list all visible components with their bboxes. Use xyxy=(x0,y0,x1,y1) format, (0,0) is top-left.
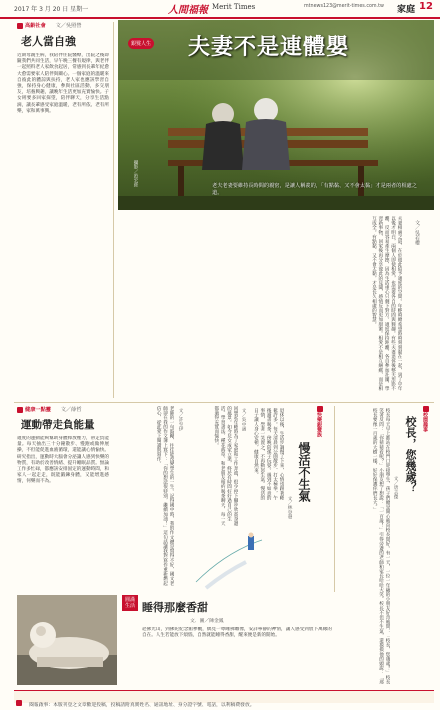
sleep-byline: 文．圖／陳金鳳 xyxy=(190,619,224,624)
exercise-byline: 文／薛哲 xyxy=(60,407,82,413)
memory-byline: 文／吳中涵 xyxy=(241,408,246,431)
exercise-body: 適度的運動能夠幫助身體釋放壓力，帶走負能量。每天抽出三十分鐘散步、慢跑或做伸展操，不但能促進血液循環，還能讓心情愉快。研究指出，運動時大腦會分泌讓人感到快樂的物質，有助於改善情緒、提升睡眠品質。無論工作多忙碌，都應該安排固定的運動時間，和家人一起走走，既能鍛鍊身體，又能增進感情，何樂而不為。 xyxy=(17,436,109,485)
kite-illustration xyxy=(186,532,266,592)
principal-body: 校長每天早上都站在校門口迎接學生，孩子們總是開心地向校長問好。有一天，一位一年級的小朋友好奇地問：「校長，您幾歲？」校長笑著反問：「你猜猜看呢？」小朋友想了想說：「一百歲！」引得旁邊的老師和家長哈哈大笑。校長不但不生氣，還摸摸他的頭說：「那校長要像一百歲的大樹一樣，好好保護你們長大。」 xyxy=(372,408,390,684)
principal-article xyxy=(338,406,434,696)
couple-article xyxy=(118,214,434,398)
teacher-byline: 文／許至伊 xyxy=(178,408,183,431)
elderly-title: 老人當自強 xyxy=(21,35,76,48)
elderly-category-label: 高齡社會 xyxy=(25,23,46,29)
slow-life-byline: 文／林登發 xyxy=(287,496,292,519)
elderly-category xyxy=(17,22,109,29)
couple-byline: 文／吳若權 xyxy=(414,220,420,245)
hero-caption: 老夫老妻要維持長時間的親密，是讓人稱羨的，「有點黏、又不會太黏」才是兩者的相處之道。 xyxy=(212,183,417,196)
slow-life-body: 退休以後，生活步調慢了下來，心情也跟著輕鬆許多。每天清晨到公園散步、打太極拳，午後讀書喝茶，傍晚陪孫子玩耍。遇到不如意的事情，學著一笑置之，不再動怒生氣。慢活的日子讓人身心安頓，健康自然來。 xyxy=(253,408,284,500)
footer-notice: 閱報啟事：本版刊登之文章歡迎投稿，投稿請附真實姓名、通訊地址、身分證字號、電話，以利稿費發放。 xyxy=(29,703,255,708)
sleep-story xyxy=(120,595,334,685)
exercise-title: 運動帶走負能量 xyxy=(21,419,95,431)
memory-article: 回想起年輕時為了家庭和工作奔波，很少停下腳步欣賞身邊的風景。如今兒女成家立業，終於有時間好好過自己的生活。學習書法、種花蒔草、和老朋友相約喝茶聊天，每一天都過得充實而愉快。 xyxy=(213,406,238,526)
sleep-title: 睡得那麼香甜 xyxy=(142,601,208,614)
page-header xyxy=(0,0,440,19)
teacher-article: 老師的一句鼓勵，往往能改變學生的一生。記得國中時，我的作文總是寫得不好，國文老師卻在我的作文簿上寫下：「你的想法很特別，繼續加油！」這句話讓我對寫作重新燃起信心，從此愛上閱讀與寫作。 xyxy=(156,406,174,586)
reclining-buddha-photo xyxy=(17,595,117,685)
sleep-body: 赴佛光山，到佛陀紀念館參觀，偶見一尊睡佛雕像，安詳寧靜的神情，讓人感受到放下萬緣的自在。人生若能放下煩惱，自然就能睡得香甜，醒來便是新的開始。 xyxy=(142,627,332,639)
issue-date: 2017 年 3 月 20 日 星期一 xyxy=(14,6,89,13)
elderly-body: 近期母親生病，我陪伴住院醫療，出院之後即隨我們共同生活，早午晚三餐有規律，與老伴一起照料老人家飲食起居，常感到長輩年紀愈大愈需要家人陪伴與關心。一個家庭的溫暖來自彼此的體諒與扶持，老人家也應該學習自強，保持身心健康，參與社區活動，多交朋友，培養興趣，讓晚年生活更加充實愉快。子女則要多回家探望，陪伴聊天，分享生活點滴，讓長輩感受家庭溫暖，老有所依、老有所樂，家和萬事興。 xyxy=(17,53,109,114)
sleep-badge: 圓滿生活 xyxy=(122,595,138,611)
page-footer xyxy=(14,690,434,708)
principal-title: 校長，您幾歲？ xyxy=(404,416,417,493)
brand-logo: 人間福報 xyxy=(168,5,208,16)
slow-life-title: 慢活不生氣 xyxy=(297,442,311,502)
slow-life-category xyxy=(316,406,325,437)
elderly-column xyxy=(17,22,109,398)
hero-photo xyxy=(118,20,434,210)
photo-credit: 攝影／范宏經 xyxy=(133,160,138,187)
page-number: 12 xyxy=(419,1,433,12)
exercise-category xyxy=(17,406,109,413)
principal-category-label: 校園趣事 xyxy=(422,412,428,432)
principal-byline: 文／唐志傑 xyxy=(393,476,398,499)
hero-title: 夫妻不是連體嬰 xyxy=(188,35,350,60)
buddha-photo xyxy=(17,595,117,685)
exercise-category-label: 健康一點靈 xyxy=(25,407,51,413)
section-name: 家庭 xyxy=(397,5,416,15)
slow-life-category-label: 快樂銀髮族 xyxy=(316,412,322,437)
hero-badge: 銀髮人生 xyxy=(128,38,154,49)
contact-url[interactable]: mtnews123@merit-times.com.tw xyxy=(304,4,384,9)
slow-life-article xyxy=(250,406,330,592)
exercise-column xyxy=(17,406,109,592)
category-marker-icon xyxy=(17,407,23,413)
brand-english: Merit Times xyxy=(212,3,256,11)
notice-marker-icon xyxy=(16,700,22,706)
elderly-byline: 文／吳照營 xyxy=(55,23,82,29)
couple-body: 夫妻相處之道，在於彼此給予適度的空間。年輕時總希望時時刻刻黏在一起，到了中年以後才明白，兩個人即使相愛，也需要各自的時間與興趣。有些夫妻退休後整天形影不離，反而容易產生摩擦，因為生活重心只剩下對方。適度保持距離，各自參加社團、學習新事物，回家後再分享彼此的見聞，感情反而更加甜蜜。相愛不是相互綑綁，而是相互成全。有點黏、又不會太黏，才是長久相處的智慧。 xyxy=(371,216,402,391)
category-marker-icon xyxy=(17,23,23,29)
principal-category xyxy=(422,406,431,432)
